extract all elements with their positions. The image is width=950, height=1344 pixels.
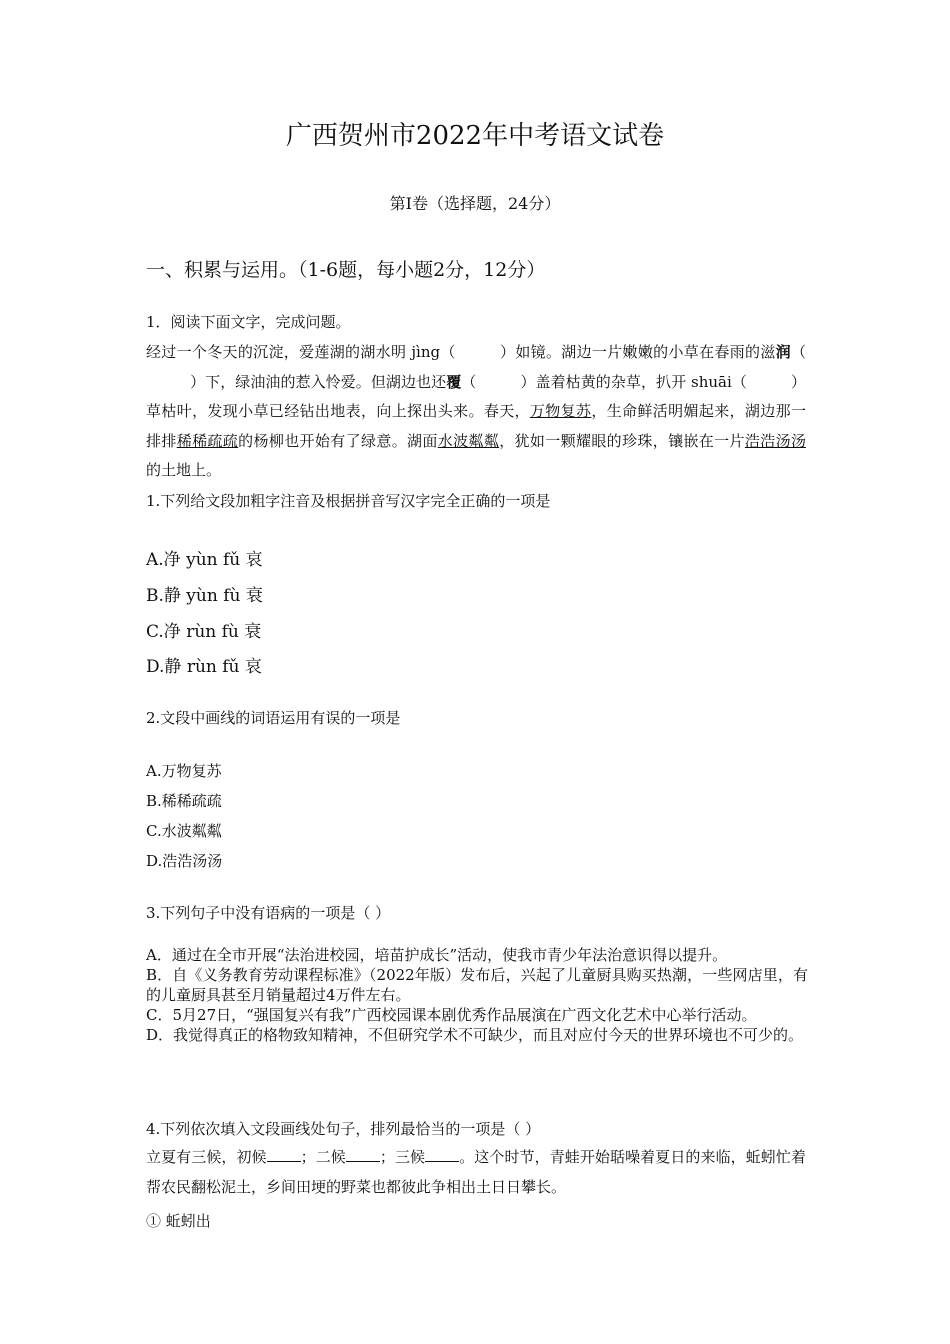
q1-passage: 经过一个冬天的沉淀，爱莲湖的湖水明 jìng（ ）如镜。湖边一片嫩嫩的小草在春雨的滋润（）下，绿油油的惹入怜爱。但湖边也还覆（ ）盖着枯黄的杂草，扒开 shuāi（ ）草枯叶，发现小草已经钻出地表，向上探出头来。春天，万物复苏，生命鲜活明媚起来，湖边那一排排稀稀疏疏的杨柳也开始有了绿意。湖面水波粼粼，犹如一颗耀眼的珍珠，镶嵌在一片浩浩汤汤的土地上。 xyxy=(146,343,806,479)
section-heading: 一、积累与运用。（1-6题，每小题2分，12分） xyxy=(146,259,546,281)
exam-subtitle: 第Ⅰ卷（选择题，24分） xyxy=(389,194,561,213)
q4-item-1: ① 蚯蚓出 xyxy=(146,1212,211,1230)
q3-option-c[interactable]: C．5月27日，“强国复兴有我”广西校园课本剧优秀作品展演在广西文化艺术中心举行活动。 xyxy=(146,1006,757,1024)
bold-char-fu: 覆 xyxy=(446,372,462,391)
q3-option-d[interactable]: D．我觉得真正的格物致知精神，不但研究学术不可缺少，而且对应付今天的世界环境也不可少的。 xyxy=(146,1026,804,1044)
fill-blank-3 xyxy=(425,1146,459,1162)
sub1-option-b[interactable]: B.静 yùn fù 衰 xyxy=(146,586,263,606)
underlined-phrase-2: 稀稀疏疏 xyxy=(176,431,239,450)
bold-char-run: 润 xyxy=(775,343,791,361)
q3-option-b[interactable]: B．自《义务教育劳动课程标准》（2022年版）发布后，兴起了儿童厨具购买热潮，一些网店里，有的儿童厨具甚至月销量超过4万件左右。 xyxy=(146,966,808,1004)
fill-blank-1 xyxy=(267,1146,301,1162)
q3-question: 3.下列句子中没有语病的一项是（ ） xyxy=(146,904,391,922)
underlined-phrase-4: 浩浩汤汤 xyxy=(744,431,806,450)
sub2-option-c[interactable]: C.水波粼粼 xyxy=(146,822,222,840)
sub2-question: 2.文段中画线的词语运用有误的一项是 xyxy=(146,709,401,727)
exam-title: 广西贺州市2022年中考语文试卷 xyxy=(285,121,665,151)
sub1-option-c[interactable]: C.净 rùn fù 衰 xyxy=(146,622,262,642)
underlined-phrase-1: 万物复苏 xyxy=(529,402,592,420)
underlined-phrase-3: 水波粼粼 xyxy=(437,431,500,450)
q3-options xyxy=(146,945,808,1045)
sub2-option-b[interactable]: B.稀稀疏疏 xyxy=(146,792,222,810)
sub1-option-a[interactable]: A.净 yùn fǔ 哀 xyxy=(146,550,263,570)
sub1-option-d[interactable]: D.静 rùn fǔ 哀 xyxy=(146,657,262,677)
q4-passage: 立夏有三候，初候 ；二候 ；三候 。这个时节，青蛙开始聒噪着夏日的来临，蚯蚓忙着帮农民翻松泥土，乡间田埂的野菜也都彼此争相出土日日攀长。 xyxy=(146,1148,806,1196)
sub1-question: 1.下列给文段加粗字注音及根据拼音写汉字完全正确的一项是 xyxy=(146,492,551,510)
fill-blank-2 xyxy=(346,1146,380,1162)
sub2-option-d[interactable]: D.浩浩汤汤 xyxy=(146,852,223,870)
q1-prompt: 1．阅读下面文字，完成问题。 xyxy=(146,313,351,331)
q3-option-a[interactable]: A．通过在全市开展“法治进校园，培苗护成长”活动，使我市青少年法治意识得以提升。 xyxy=(146,946,728,964)
q4-question: 4.下列依次填入文段画线处句子，排列最恰当的一项是（ ） xyxy=(146,1120,541,1138)
sub2-option-a[interactable]: A.万物复苏 xyxy=(146,762,222,780)
